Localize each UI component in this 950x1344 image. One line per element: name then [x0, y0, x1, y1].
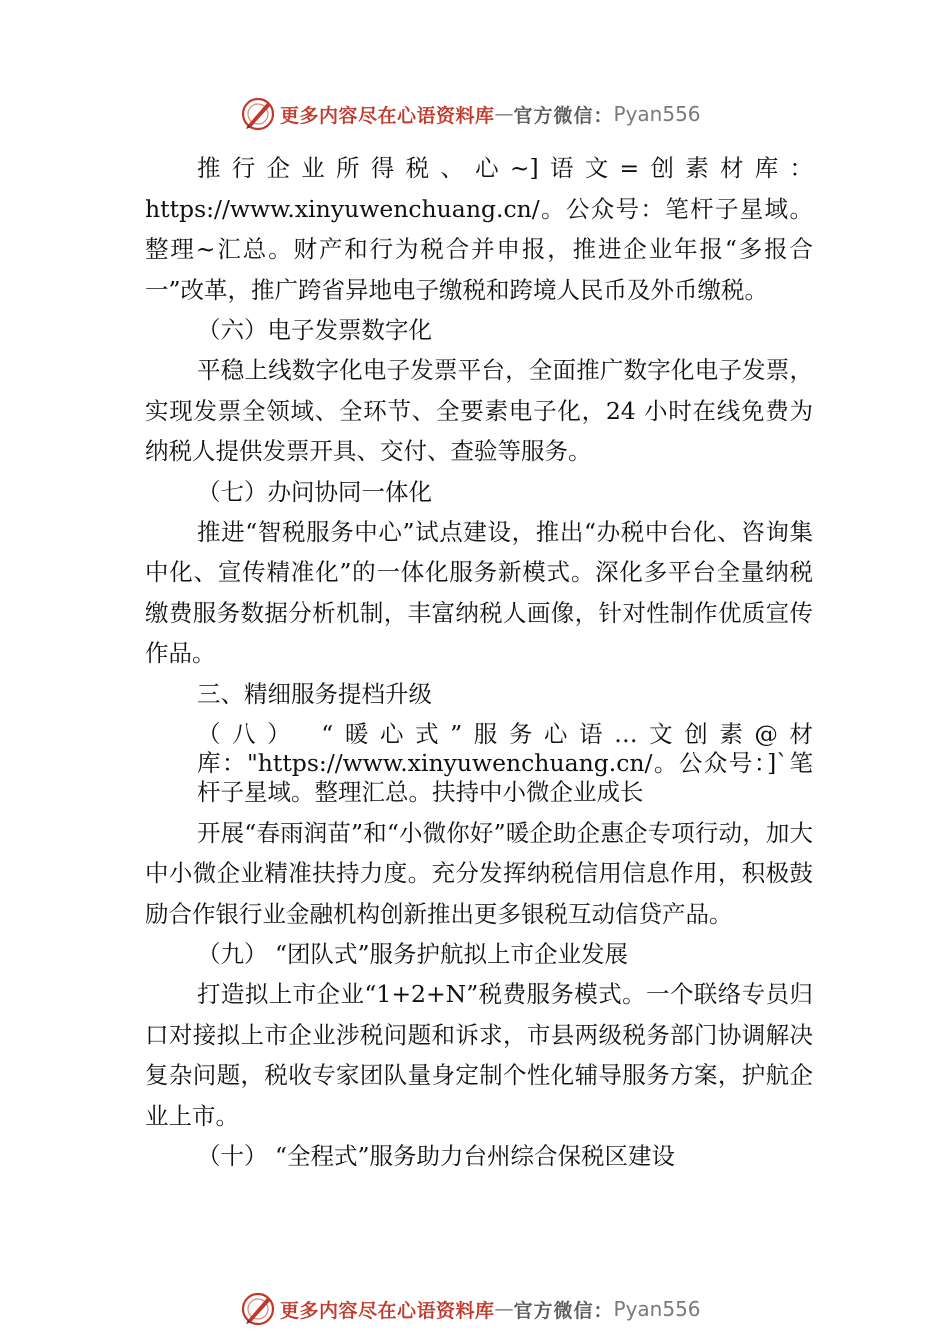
heading-integration: （七）办问协同一体化: [197, 477, 432, 506]
brush-logo-icon: [240, 96, 276, 132]
heading-e-invoice: （六）电子发票数字化: [197, 316, 432, 344]
banner-red-text: 更多内容尽在心语资料库: [280, 1299, 495, 1322]
banner-gray-text: 官方微信：: [513, 104, 614, 127]
banner-gray-text: 官方微信：: [513, 1299, 614, 1322]
paragraph-e-invoice: 平稳上线数字化电子发票平台，全面推广数字化电子发票，实现发票全领域、全环节、全要素电子化，24 小时在线免费为纳税人提供发票开具、交付、查验等服务。: [145, 356, 813, 465]
brush-logo-icon: [240, 1291, 276, 1327]
heading-warm-service: （八） “暖心式”服务心语…文创素@材库："https://www.xinyuwenchuang.cn/。公众号：]`笔杆子星域。整理汇总。扶持中小微企业成长: [197, 719, 813, 806]
paragraph-tax-reform: 推行企业所得税、心~]语文=创素材库：https://www.xinyuwenchuang.cn/。公众号：笔杆子星域。整理~汇总。财产和行为税合并申报，推进企业年报“多报合一”改革，推广跨省异地电子缴税和跨境人民币及外币缴税。: [145, 154, 813, 304]
paragraph-integration: 推进“智税服务中心”试点建设，推出“办税中台化、咨询集中化、宣传精准化”的一体化服务新模式。深化多平台全量纳税缴费服务数据分析机制，丰富纳税人画像，针对性制作优质宣传作品。: [145, 517, 813, 667]
banner-red-text: 更多内容尽在心语资料库: [280, 104, 495, 127]
heading-team-service: （九） “团队式”服务护航拟上市企业发展: [197, 940, 628, 968]
banner-dash: —: [494, 103, 514, 125]
paragraph-ipo-service: 打造拟上市企业“1+2+N”税费服务模式。一个联络专员归口对接拟上市企业涉税问题和诉求，市县两级税务部门协调解决复杂问题，税收专家团队量身定制个性化辅导服务方案，护航企业上市。: [145, 980, 813, 1130]
banner-wechat-id: Pyan556: [613, 102, 701, 126]
document-body: [145, 148, 813, 1176]
banner-wechat-id: Pyan556: [613, 1297, 701, 1321]
heading-full-process: （十） “全程式”服务助力台州综合保税区建设: [197, 1142, 675, 1170]
paragraph-small-business: 开展“春雨润苗”和“小微你好”暖企助企惠企专项行动，加大中小微企业精准扶持力度。充分发挥纳税信用信息作用，积极鼓励合作银行业金融机构创新推出更多银税互动信贷产品。: [145, 818, 813, 928]
banner-dash: —: [494, 1298, 514, 1320]
footer-banner: [240, 1289, 760, 1329]
heading-section-three: 三、精细服务提档升级: [197, 679, 432, 708]
header-banner: [240, 94, 760, 134]
